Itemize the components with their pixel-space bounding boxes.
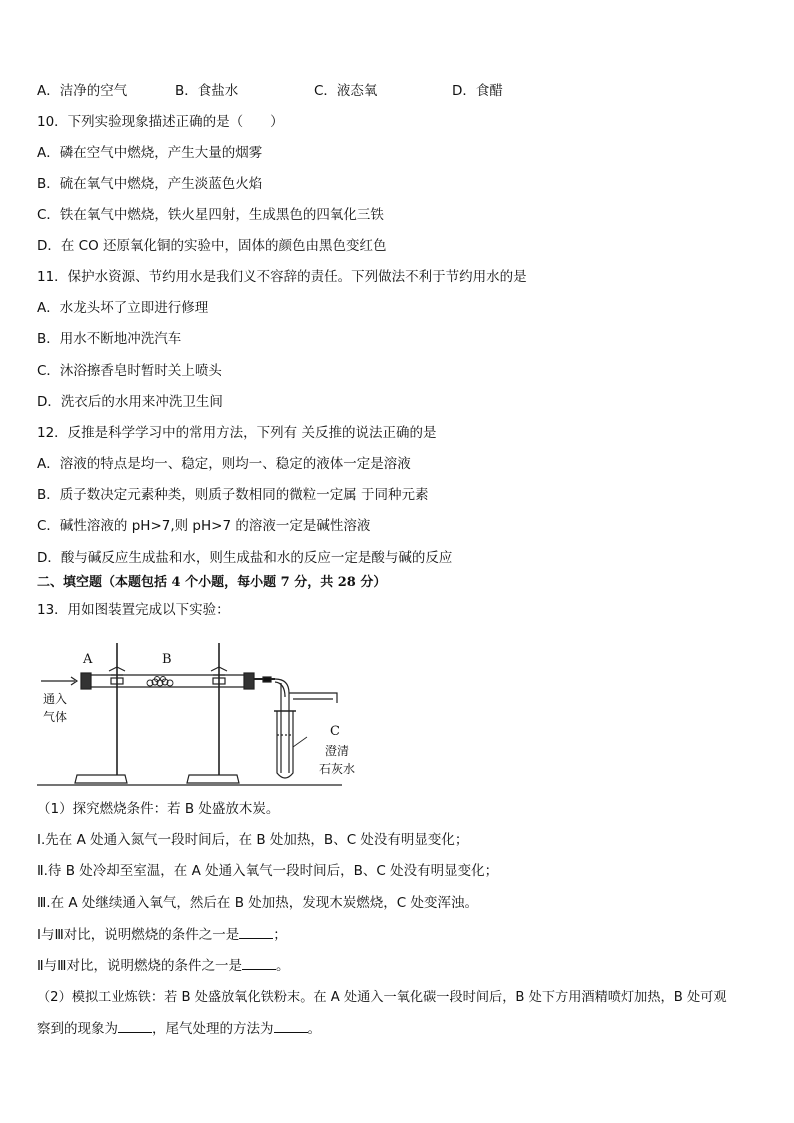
- apparatus-figure: [37, 637, 382, 790]
- label-b: B: [162, 652, 172, 667]
- compare-2-end: 。: [275, 958, 290, 974]
- label-c: C: [330, 724, 340, 739]
- q13-part2-line1: （2）模拟工业炼铁：若 B 处盛放氧化铁粉末。在 A 处通入一氧化碳一段时间后，B 处下方用酒精喷灯加热，B 处可观: [37, 990, 727, 1005]
- q10-option-c: C．铁在氧气中燃烧，铁火星四射，生成黑色的四氧化三铁: [37, 207, 384, 223]
- stand-base-right: [187, 775, 239, 783]
- q12-option-d: D．酸与碱反应生成盐和水，则生成盐和水的反应一定是酸与碱的反应: [37, 550, 453, 566]
- q13-part1: （1）探究燃烧条件：若 B 处盛放木炭。: [37, 801, 280, 817]
- q13-compare-1: [37, 926, 287, 944]
- q10-option-a: A．磷在空气中燃烧，产生大量的烟雾: [37, 145, 263, 161]
- q13-part2-line2: [37, 1020, 321, 1038]
- q13-compare-2: [37, 957, 289, 975]
- q11-option-b: B．用水不断地冲洗汽车: [37, 331, 182, 347]
- answer-blank-1[interactable]: [239, 926, 273, 939]
- inlet-label-1: 通入: [43, 692, 68, 706]
- test-tube-c: [277, 711, 293, 778]
- q13-step3: Ⅲ.在 A 处继续通入氧气，然后在 B 处加热，发现木炭燃烧，C 处变浑浊。: [37, 895, 478, 911]
- stand-base-left: [75, 775, 127, 783]
- compare-2-text: Ⅱ与Ⅲ对比，说明燃烧的条件之一是: [37, 958, 242, 974]
- q11-option-c: C．沐浴擦香皂时暂时关上喷头: [37, 363, 222, 379]
- compare-1-end: ；: [273, 927, 287, 943]
- q10-stem: 10．下列实验现象描述正确的是（ ）: [37, 114, 284, 130]
- limewater-label-2: 石灰水: [319, 762, 356, 776]
- q10-option-b: B．硫在氧气中燃烧，产生淡蓝色火焰: [37, 176, 263, 192]
- answer-blank-3[interactable]: [118, 1020, 152, 1033]
- q13-step1: Ⅰ.先在 A 处通入氮气一段时间后，在 B 处加热，B、C 处没有明显变化；: [37, 832, 469, 848]
- tube-bend: [275, 682, 285, 697]
- part2-text-c: 。: [307, 1021, 321, 1037]
- stopper-right: [244, 673, 254, 689]
- q13-stem: 13．用如图装置完成以下实验：: [37, 602, 230, 618]
- q13-step2: Ⅱ.待 B 处冷却至室温，在 A 处通入氧气一段时间后，B、C 处没有明显变化；: [37, 863, 499, 879]
- section-heading: 二、填空题（本题包括 4 个小题，每小题 7 分，共 28 分）: [37, 575, 387, 590]
- limewater-label-1: 澄清: [325, 744, 350, 758]
- q9-option-d: D．食醋: [452, 83, 503, 99]
- q12-option-a: A．溶液的特点是均一、稳定，则均一、稳定的液体一定是溶液: [37, 456, 411, 472]
- q12-option-c: C．碱性溶液的 pH>7,则 pH>7 的溶液一定是碱性溶液: [37, 518, 371, 534]
- inlet-label-2: 气体: [43, 710, 68, 724]
- label-c-leader: [293, 737, 307, 747]
- q10-option-d: D．在 CO 还原氧化铜的实验中，固体的颜色由黑色变红色: [37, 238, 387, 254]
- q11-stem: 11．保护水资源、节约用水是我们义不容辞的责任。下列做法不利于节约用水的是: [37, 269, 527, 285]
- answer-blank-2[interactable]: [242, 957, 276, 970]
- side-tube: [289, 693, 337, 703]
- q9-option-b: B．食盐水: [175, 83, 239, 99]
- part2-text-a: 察到的现象为: [37, 1021, 118, 1037]
- compare-1-text: Ⅰ与Ⅲ对比，说明燃烧的条件之一是: [37, 927, 240, 943]
- stopper-a: [81, 673, 91, 689]
- q11-option-a: A．水龙头坏了立即进行修理: [37, 300, 209, 316]
- q11-option-d: D．洗衣后的水用来冲洗卫生间: [37, 394, 223, 410]
- tube-connector: [263, 677, 271, 682]
- answer-blank-4[interactable]: [274, 1020, 308, 1033]
- q9-option-a: A．洁净的空气: [37, 83, 128, 99]
- q12-option-b: B．质子数决定元素种类，则质子数相同的微粒一定属 于同种元素: [37, 487, 429, 503]
- q9-option-c: C．液态氧: [314, 83, 378, 99]
- q12-stem: 12．反推是科学学习中的常用方法，下列有 关反推的说法正确的是: [37, 425, 437, 441]
- sample-in-b: [147, 677, 173, 687]
- q9-options-row: [37, 82, 757, 100]
- label-a: A: [83, 652, 93, 667]
- part2-text-b: ，尾气处理的方法为: [152, 1021, 274, 1037]
